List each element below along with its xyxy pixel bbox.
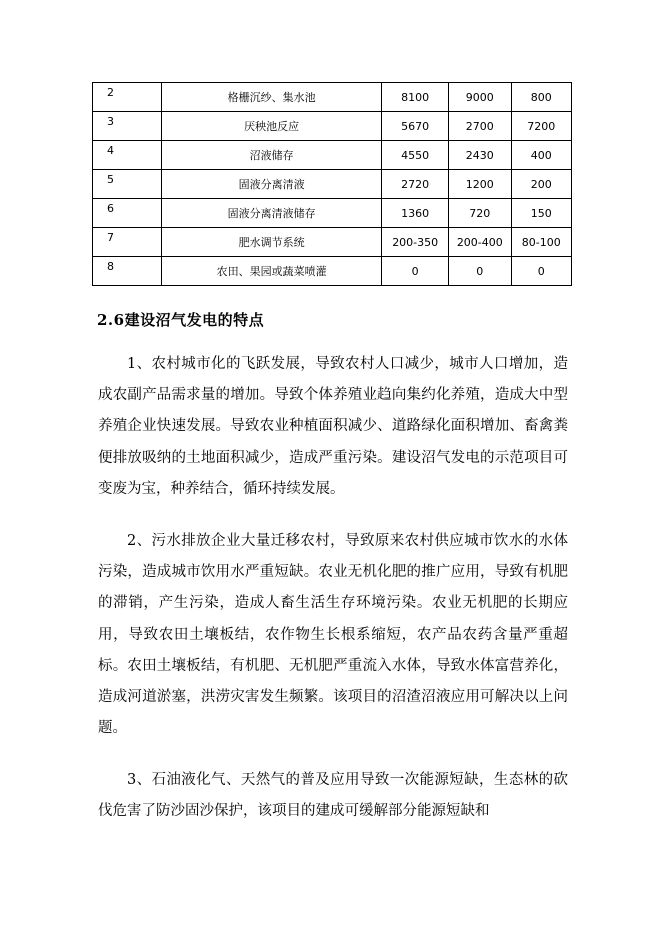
table-row xyxy=(93,112,572,141)
row-value-1: 8100 xyxy=(382,83,449,112)
row-value-2: 2430 xyxy=(449,141,512,170)
row-value-2: 1200 xyxy=(449,170,512,199)
row-name: 厌秧池反应 xyxy=(161,112,381,141)
data-table xyxy=(92,82,572,286)
row-value-2: 200-400 xyxy=(449,228,512,257)
table-row xyxy=(93,170,572,199)
row-value-1: 200-350 xyxy=(382,228,449,257)
table-row xyxy=(93,141,572,170)
row-value-2: 2700 xyxy=(449,112,512,141)
table-row xyxy=(93,199,572,228)
row-value-3: 800 xyxy=(511,83,571,112)
row-name: 农田、果园或蔬菜喷灌 xyxy=(161,257,381,286)
row-name: 固液分离清液 xyxy=(161,170,381,199)
row-number: 3 xyxy=(93,112,162,141)
row-value-1: 0 xyxy=(382,257,449,286)
table-row xyxy=(93,83,572,112)
row-name: 固液分离清液储存 xyxy=(161,199,381,228)
row-value-1: 5670 xyxy=(382,112,449,141)
row-name: 沼液储存 xyxy=(161,141,381,170)
row-value-3: 200 xyxy=(511,170,571,199)
row-value-2: 720 xyxy=(449,199,512,228)
row-name: 格栅沉纱、集水池 xyxy=(161,83,381,112)
row-value-1: 2720 xyxy=(382,170,449,199)
row-number: 6 xyxy=(93,199,162,228)
row-value-2: 0 xyxy=(449,257,512,286)
section-heading: 2.6建设沼气发电的特点 xyxy=(97,311,265,329)
body-paragraph: 2、污水排放企业大量迁移农村，导致原来农村供应城市饮水的水体污染，造成城市饮用水严重短缺。农业无机化肥的推广应用，导致有机肥的滞销，产生污染，造成人畜生活生存环境污染。农业无机肥的长期应用，导致农田土壤板结，农作物生长根系缩短，农产品农药含量严重超标。农田土壤板结，有机肥、无机肥严重流入水体，导致水体富营养化，造成河道淤塞，洪涝灾害发生频繁。该项目的沼渣沼液应用可解决以上问题。 xyxy=(98,533,568,737)
row-value-3: 400 xyxy=(511,141,571,170)
table-row xyxy=(93,228,572,257)
body-paragraph: 1、农村城市化的飞跃发展，导致农村人口减少，城市人口增加，造成农副产品需求量的增加。导致个体养殖业趋向集约化养殖，造成大中型养殖企业快速发展。导致农业种植面积减少、道路绿化面积增加、畜禽粪便排放吸纳的土地面积减少，造成严重污染。建设沼气发电的示范项目可变废为宝，种养结合，循环持续发展。 xyxy=(98,356,568,497)
body-paragraph: 3、石油液化气、天然气的普及应用导致一次能源短缺，生态林的砍伐危害了防沙固沙保护，该项目的建成可缓解部分能源短缺和 xyxy=(98,772,568,820)
row-name: 肥水调节系统 xyxy=(161,228,381,257)
row-value-3: 7200 xyxy=(511,112,571,141)
row-value-1: 1360 xyxy=(382,199,449,228)
row-number: 5 xyxy=(93,170,162,199)
row-number: 7 xyxy=(93,228,162,257)
row-value-3: 150 xyxy=(511,199,571,228)
row-number: 2 xyxy=(93,83,162,112)
row-number: 8 xyxy=(93,257,162,286)
row-value-1: 4550 xyxy=(382,141,449,170)
row-value-3: 0 xyxy=(511,257,571,286)
row-value-2: 9000 xyxy=(449,83,512,112)
table-row xyxy=(93,257,572,286)
row-value-3: 80-100 xyxy=(511,228,571,257)
row-number: 4 xyxy=(93,141,162,170)
